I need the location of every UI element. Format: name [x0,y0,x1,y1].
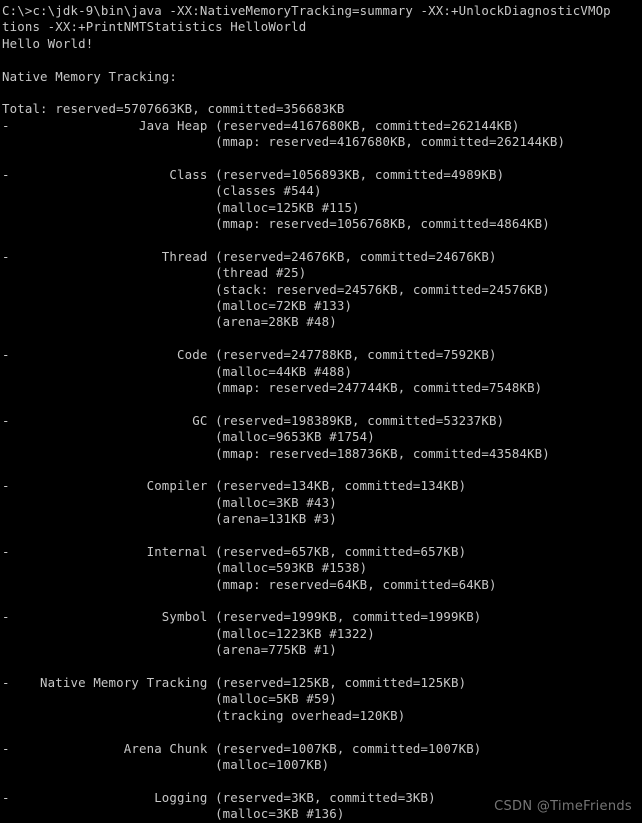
terminal-line: (malloc=125KB #115) [2,199,360,215]
terminal-blank-line [2,528,642,544]
terminal-blank-line [2,773,642,789]
terminal-line: (malloc=3KB #43) [2,494,337,510]
terminal-line: (stack: reserved=24576KB, committed=24576KB) [2,281,550,297]
terminal-line: - Arena Chunk (reserved=1007KB, committed=1007KB) [2,740,482,756]
terminal-line: (mmap: reserved=1056768KB, committed=4864KB) [2,216,550,232]
terminal-line: Total: reserved=5707663KB, committed=356683KB [2,101,345,117]
terminal-line: (malloc=593KB #1538) [2,560,368,576]
terminal-line: (classes #544) [2,183,322,199]
terminal-line: - Code (reserved=247788KB, committed=7592KB) [2,347,497,363]
terminal-blank-line [2,232,642,248]
watermark-label: CSDN @TimeFriends [494,798,632,814]
terminal-line: C:\>c:\jdk-9\bin\java -XX:NativeMemoryTracking=summary -XX:+UnlockDiagnosticVMOp [2,3,611,18]
terminal-line: - Java Heap (reserved=4167680KB, committed=262144KB) [2,117,520,133]
terminal-line: - Class (reserved=1056893KB, committed=4989KB) [2,166,505,182]
terminal-blank-line [2,396,642,412]
terminal-line: - Compiler (reserved=134KB, committed=134KB) [2,478,467,494]
terminal-line: - Internal (reserved=657KB, committed=657KB) [2,543,467,559]
terminal-line: Hello World! [2,35,94,51]
terminal-blank-line [2,85,642,101]
terminal-line: - Native Memory Tracking (reserved=125KB, committed=125KB) [2,675,467,691]
terminal-line: - GC (reserved=198389KB, committed=53237KB) [2,412,505,428]
terminal-line: (malloc=5KB #59) [2,691,337,707]
terminal-blank-line [2,52,642,68]
terminal-blank-line [2,462,642,478]
terminal-output [2,3,642,823]
terminal-line: (mmap: reserved=247744KB, committed=7548KB) [2,379,543,395]
terminal-line: (malloc=9653KB #1754) [2,429,375,445]
terminal-line: (malloc=72KB #133) [2,298,353,314]
terminal-line: - Symbol (reserved=1999KB, committed=1999KB) [2,609,482,625]
terminal-line: (malloc=44KB #488) [2,363,353,379]
terminal-blank-line [2,593,642,609]
terminal-line: (arena=28KB #48) [2,314,337,330]
terminal-blank-line [2,659,642,675]
terminal-line: Native Memory Tracking: [2,68,178,84]
terminal-line: (arena=131KB #3) [2,511,337,527]
terminal-line: (mmap: reserved=188736KB, committed=43584KB) [2,445,550,461]
terminal-line: (mmap: reserved=4167680KB, committed=262144KB) [2,134,566,150]
terminal-line: (malloc=3KB #136) [2,806,345,822]
terminal-line: (thread #25) [2,265,307,281]
terminal-blank-line [2,331,642,347]
terminal-line: (arena=775KB #1) [2,642,337,658]
terminal-line: tions -XX:+PrintNMTStatistics HelloWorld [2,19,307,35]
terminal-blank-line [2,724,642,740]
terminal-line: (malloc=1007KB) [2,756,330,772]
terminal-line: (malloc=1223KB #1322) [2,625,375,641]
terminal-line: - Thread (reserved=24676KB, committed=24676KB) [2,248,497,264]
terminal-line: (tracking overhead=120KB) [2,707,406,723]
terminal-line: - Logging (reserved=3KB, committed=3KB) [2,789,436,805]
terminal-blank-line [2,151,642,167]
terminal-line: (mmap: reserved=64KB, committed=64KB) [2,576,497,592]
